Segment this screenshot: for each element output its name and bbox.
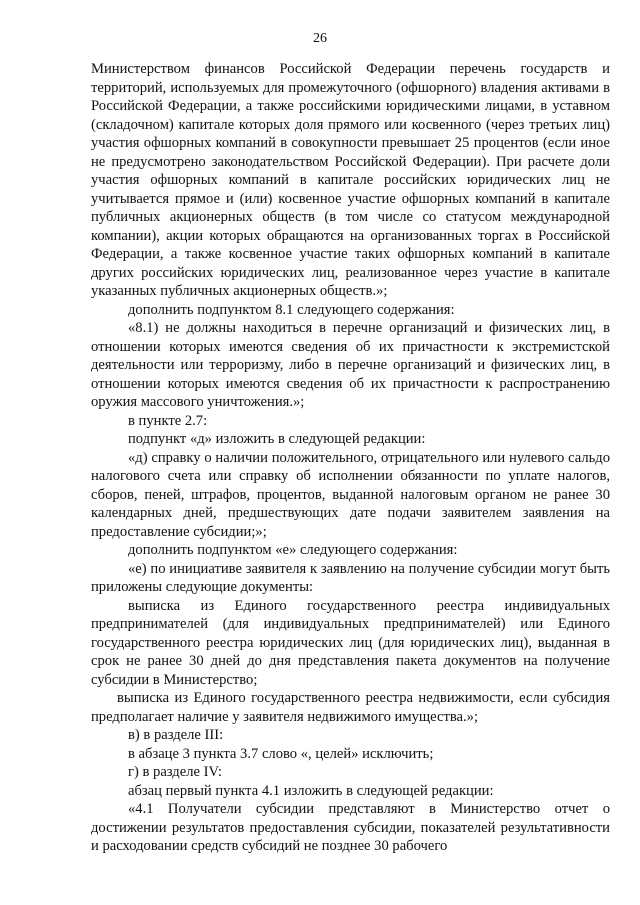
- paragraph-offshore-list: Министерством финансов Российской Федерации перечень государств и территорий, используемых для промежуточного (офшорного) владения активами в Российской Федерации, а также российскими юридическими лицами, в уставном (складочном) капитале которых доля прямого или косвенного (через третьих лиц) участия офшорных компаний в совокупности превышает 25 процентов (если иное не предусмотрено законодательством Российской Федерации). При расчете доли участия офшорных компаний в капитале российских юридических лиц не учитывается прямое и (или) косвенное участие офшорных компаний в капитале публичных акционерных обществ (в том числе со статусом международной компании), акции которых обращаются на организованных торгах в Российской Федерации, а также косвенное участие таких офшорных компаний в капитале других российских юридических лиц, реализованное через участие в капитале указанных публичных акционерных обществ.»;: [91, 61, 610, 299]
- paragraph-subpoint-d-intro: подпункт «д» изложить в следующей редакции:: [128, 431, 426, 447]
- paragraph-egrip-extract: выписка из Единого государственного реестра индивидуальных предпринимателей (для индивидуальных предпринимателей) или Единого государственного реестра юридических лиц (для юридических лиц), выданная в срок не ранее 30 дней до дня представления пакета документов на получение субсидии в Министерство;: [91, 597, 610, 688]
- paragraph-add-subpoint-e: дополнить подпунктом «е» следующего содержания:: [128, 542, 458, 558]
- paragraph-section-4: г) в разделе IV:: [128, 764, 222, 780]
- page-number: 26: [313, 31, 327, 46]
- paragraph-point-2-7: в пункте 2.7:: [128, 412, 208, 429]
- document-body: [91, 60, 610, 856]
- paragraph-subpoint-8-1: «8.1) не должны находиться в перечне организаций и физических лиц, в отношении которых имеются сведения об их причастности к экстремистской деятельности или терроризму, либо в перечне организаций и физических лиц, в отношении которых имеются сведения об их причастности к распространению оружия массового уничтожения.»;: [91, 320, 610, 410]
- paragraph-point-4-1: «4.1 Получатели субсидии представляют в Министерство отчет о достижении результатов предоставления субсидии, показателей результативности и расходовании средств субсидий не позднее 30 рабочего: [91, 801, 610, 854]
- paragraph-point-4-1-intro: абзац первый пункта 4.1 изложить в следующей редакции:: [128, 782, 494, 799]
- paragraph-egrn-extract: выписка из Единого государственного реестра недвижимости, если субсидия предполагает наличие у заявителя недвижимого имущества.»;: [91, 690, 610, 725]
- paragraph-point-3-7: в абзаце 3 пункта 3.7 слово «, целей» исключить;: [128, 745, 434, 762]
- paragraph-subpoint-e: «е) по инициативе заявителя к заявлению на получение субсидии могут быть приложены следующие документы:: [91, 560, 610, 595]
- paragraph-add-subpoint-8-1: дополнить подпунктом 8.1 следующего содержания:: [128, 301, 455, 318]
- paragraph-section-3: в) в разделе III:: [128, 727, 224, 743]
- paragraph-subpoint-d: «д) справку о наличии положительного, отрицательного или нулевого сальдо налогового счета или справку об исполнении обязанности по уплате налогов, сборов, пеней, штрафов, процентов, выданной налоговым органом не ранее 30 календарных дней, предшествующих дате подачи заявителем заявления на предоставление субсидии;»;: [91, 449, 610, 540]
